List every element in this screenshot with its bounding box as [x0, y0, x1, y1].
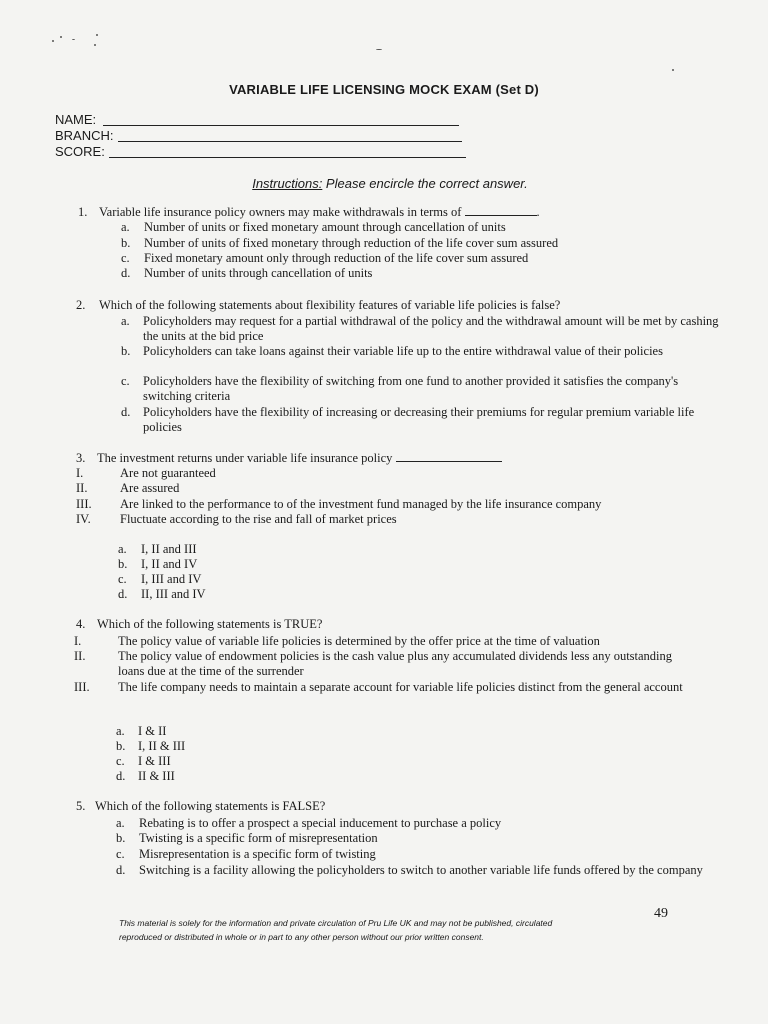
score-line[interactable]: [109, 157, 466, 158]
option-text: Rebating is to offer a prospect a special inducement to purchase a policy: [139, 816, 502, 830]
option-letter: b.: [118, 557, 128, 571]
statement-text: The policy value of variable life policies is determined by the offer price at the time of valuation: [118, 634, 600, 648]
option-letter: a.: [118, 542, 127, 556]
footer-line-2: reproduced or distributed in whole or in part to any other person without our prior written consent.: [119, 932, 484, 942]
statement-numeral: I.: [74, 634, 82, 648]
question-number: 4.: [76, 617, 86, 631]
question-text: Variable life insurance policy owners may make withdrawals in terms of .: [99, 205, 540, 219]
statement-text: The policy value of endowment policies is the cash value plus any accumulated dividends less any outstanding loans due at the time of the surrender: [118, 649, 673, 678]
option-text: I, II and III: [141, 542, 197, 556]
branch-line[interactable]: [118, 141, 462, 142]
option-letter: a.: [116, 816, 125, 830]
question-text-content: Variable life insurance policy owners may make withdrawals in terms of: [99, 205, 462, 219]
option-text: Policyholders have the flexibility of increasing or decreasing their premiums for regular premium variable life policies: [143, 405, 695, 434]
question-text: Which of the following statements is FALSE?: [95, 799, 326, 813]
option-text: Number of units of fixed monetary through reduction of the life cover sum assured: [144, 236, 559, 250]
name-line[interactable]: [103, 125, 459, 126]
option-text: Twisting is a specific form of misrepresentation: [139, 831, 378, 845]
statement-numeral: II.: [74, 649, 86, 663]
instructions: [0, 176, 768, 191]
scan-speck: [94, 44, 96, 46]
option-letter: c.: [121, 251, 130, 265]
question-text-content: The investment returns under variable life insurance policy: [97, 451, 393, 465]
option-letter: c.: [116, 847, 125, 861]
footer-notice: [119, 916, 639, 944]
option-letter: c.: [118, 572, 127, 586]
question-number: 1.: [78, 205, 88, 219]
statement-text: Are assured: [120, 481, 180, 495]
statement-text: Are linked to the performance to of the investment fund managed by the life insurance company: [120, 497, 602, 511]
option-letter: b.: [121, 236, 131, 250]
option-text: Policyholders can take loans against their variable life up to the entire withdrawal value of their policies: [143, 344, 663, 358]
option-letter: c.: [116, 754, 125, 768]
option-letter: d.: [116, 769, 126, 783]
option-text: I, III and IV: [141, 572, 202, 586]
scan-speck: [52, 40, 54, 42]
footer-line-1: This material is solely for the information and private circulation of Pru Life UK and may not be published, circulated: [119, 918, 553, 928]
question-text: Which of the following statements about flexibility features of variable life policies is false?: [99, 298, 561, 312]
page-number: 49: [654, 906, 668, 921]
option-letter: a.: [116, 724, 125, 738]
option-text: I & III: [138, 754, 171, 768]
answer-blank: [465, 205, 537, 216]
statement-text: The life company needs to maintain a separate account for variable life policies distinct from the general account: [118, 680, 683, 694]
question-text: Which of the following statements is TRUE?: [97, 617, 323, 631]
name-field: [55, 112, 96, 127]
scan-speck: [376, 49, 382, 50]
option-text: II & III: [138, 769, 175, 783]
option-letter: d.: [116, 863, 126, 877]
option-text: Switching is a facility allowing the policyholders to switch to another variable life funds offered by the company: [139, 863, 703, 877]
question-number: 3.: [76, 451, 86, 465]
statement-numeral: II.: [76, 481, 88, 495]
option-text: I & II: [138, 724, 167, 738]
option-text: Number of units through cancellation of units: [144, 266, 373, 280]
statement-text: Fluctuate according to the rise and fall of market prices: [120, 512, 397, 526]
option-text: Fixed monetary amount only through reduction of the life cover sum assured: [144, 251, 529, 265]
option-text: Policyholders may request for a partial withdrawal of the policy and the withdrawal amount will be met by cashing the units at the bid price: [143, 314, 719, 343]
option-letter: b.: [121, 344, 131, 358]
option-text: I, II and IV: [141, 557, 198, 571]
score-label: SCORE:: [55, 144, 105, 159]
scan-speck: [72, 39, 75, 40]
option-letter: a.: [121, 314, 130, 328]
question-text: [97, 451, 502, 466]
scan-speck: [96, 34, 98, 36]
option-letter: d.: [118, 587, 128, 601]
option-text: Policyholders have the flexibility of switching from one fund to another provided it satisfies the company's switching criteria: [143, 374, 679, 403]
question-number: 2.: [76, 298, 86, 312]
option-letter: c.: [121, 374, 130, 388]
answer-blank: [396, 451, 502, 462]
option-letter: b.: [116, 831, 126, 845]
instructions-text: Please encircle the correct answer.: [322, 176, 528, 191]
option-text: Misrepresentation is a specific form of twisting: [139, 847, 376, 861]
statement-numeral: IV.: [76, 512, 91, 526]
option-text: II, III and IV: [141, 587, 206, 601]
statement-numeral: III.: [76, 497, 92, 511]
statement-text: Are not guaranteed: [120, 466, 216, 480]
branch-field: [55, 128, 114, 143]
question-number: 5.: [76, 799, 86, 813]
option-letter: b.: [116, 739, 126, 753]
option-text: I, II & III: [138, 739, 186, 753]
score-field: [55, 144, 105, 159]
scan-speck: [672, 69, 674, 71]
option-letter: a.: [121, 220, 130, 234]
option-letter: d.: [121, 266, 131, 280]
scan-speck: [60, 36, 62, 38]
name-label: NAME:: [55, 112, 97, 127]
statement-numeral: I.: [76, 466, 84, 480]
branch-label: BRANCH:: [55, 128, 114, 143]
option-letter: d.: [121, 405, 131, 419]
option-text: Number of units or fixed monetary amount through cancellation of units: [144, 220, 506, 234]
instructions-lead: Instructions:: [252, 176, 323, 191]
exam-title: VARIABLE LIFE LICENSING MOCK EXAM (Set D): [229, 82, 539, 97]
statement-numeral: III.: [74, 680, 90, 694]
